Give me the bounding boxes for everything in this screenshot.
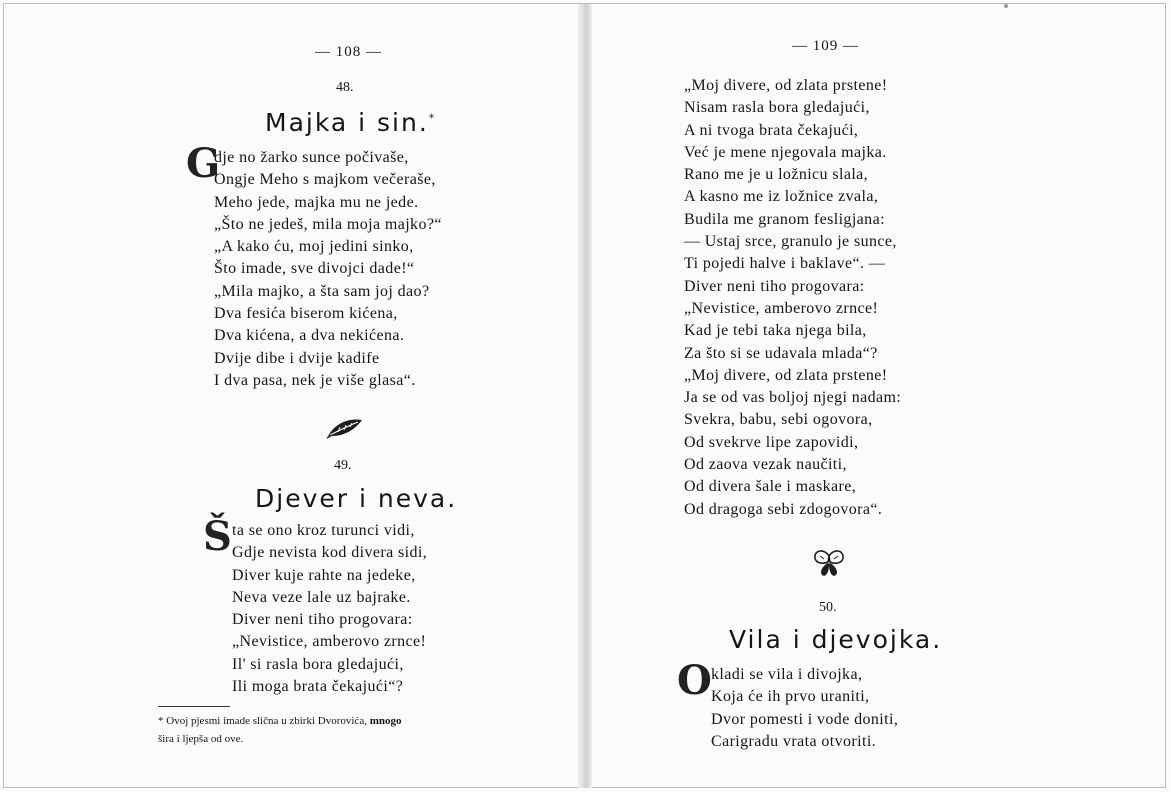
verse-line: Od svekrve lipe zapovidi,	[684, 433, 859, 451]
verse-line: „Mila majko, a šta sam joj dao?	[214, 282, 430, 300]
footnote-text: * Ovoj pjesmi imade slična u zbirki Dvorovića,	[158, 715, 367, 727]
butterfly-ornament-icon	[812, 548, 846, 578]
right-page	[592, 0, 1171, 792]
verse-line: „A kako ću, moj jedini sinko,	[214, 238, 414, 256]
verse-line: I dva pasa, nek je više glasa“.	[214, 371, 416, 389]
verse-line: Od dragoga sebi zdogovora“.	[684, 500, 883, 518]
verse-line: Diver kuje rahte na jedeke,	[232, 566, 416, 584]
verse-line: Il' si rasla bora gledajući,	[232, 655, 404, 673]
left-page	[0, 0, 578, 792]
verse-line: A ni tvoga brata čekajući,	[684, 121, 859, 139]
page-number: — 108 —	[315, 44, 382, 60]
verse-line: Dvije dibe i dvije kadife	[214, 349, 380, 367]
decorated-initial: G	[186, 140, 221, 187]
book-gutter	[578, 4, 592, 788]
verse-line: Koja će ih prvo uraniti,	[711, 688, 870, 706]
footnote-mark: *	[428, 111, 437, 125]
verse-line: Za što si se udavala mlada“?	[684, 344, 878, 362]
decorated-initial: Š	[203, 513, 232, 560]
poem-number: 50.	[819, 600, 837, 615]
poem-number: 49.	[334, 458, 352, 473]
poem-title	[265, 108, 436, 137]
leaf-ornament-icon	[326, 416, 364, 440]
verse-line: „Moj divere, od zlata prstene!	[684, 77, 888, 94]
verse-line: Dvor pomesti i vode doniti,	[711, 710, 899, 728]
poem-title-text: Majka i sin.	[265, 108, 429, 137]
verse-line: „Moj divere, od zlata prstene!	[684, 366, 888, 384]
verse-line: A kasno me iz ložnice zvala,	[684, 188, 879, 206]
verse-line: dje no žarko sunce počivaše,	[214, 149, 409, 166]
verse-line: Rano me je u ložnicu slala,	[684, 166, 869, 184]
verse-line: Ja se od vas boljoj njegi nadam:	[684, 389, 902, 407]
verse-list	[684, 75, 901, 521]
verse-line: Diver neni tiho progovara:	[232, 611, 413, 629]
verse-line: ta se ono kroz turunci vidi,	[232, 522, 415, 539]
verse-list	[232, 520, 427, 698]
verse-line: „Nevistice, amberovo zrnce!	[684, 299, 879, 317]
verse-line: Carigradu vrata otvoriti.	[711, 732, 877, 750]
verse-line: Ongje Meho s majkom večeraše,	[214, 171, 436, 189]
verse-line: „Nevistice, amberovo zrnce!	[232, 633, 427, 651]
footnote-bold: mnogo	[369, 715, 402, 727]
verse-line: „Što ne jedeš, mila moja majko?“	[214, 215, 442, 233]
verse-line: Diver neni tiho progovara:	[684, 277, 865, 295]
verse-line: Od zaova vezak naučiti,	[684, 456, 847, 474]
verse-list	[711, 664, 898, 753]
decorated-initial: O	[677, 657, 712, 704]
verse-line: Od divera šale i maskare,	[684, 478, 857, 496]
poem-number: 48.	[336, 80, 354, 95]
verse-line: Svekra, babu, sebi ogovora,	[684, 411, 873, 429]
footnote-rule	[158, 706, 230, 707]
verse-line: Već je mene njegovala majka.	[684, 143, 887, 161]
verse-line: Dva fesića biserom kićena,	[214, 305, 398, 323]
verse-list	[214, 147, 442, 392]
verse-line: kladi se vila i divojka,	[711, 666, 863, 683]
verse-line: Nisam rasla bora gledajući,	[684, 99, 870, 117]
poem-title: Djever i neva.	[255, 484, 458, 513]
poem-title: Vila i djevojka.	[729, 625, 943, 654]
verse-line: Što imade, sve divojci dade!“	[214, 260, 415, 278]
verse-line: Kad je tebi taka njega bila,	[684, 322, 867, 340]
verse-line: Dva kićena, a dva nekićena.	[214, 327, 405, 345]
verse-line: Budila me granom fesligjana:	[684, 210, 885, 228]
verse-line: Ti pojedi halve i baklave“. —	[684, 255, 886, 273]
page-number: — 109 —	[792, 38, 859, 54]
verse-line: Neva veze lale uz bajrake.	[232, 588, 411, 606]
footnote	[158, 712, 558, 748]
verse-line: Ili moga brata čekajući“?	[232, 678, 404, 696]
verse-line: Gdje nevista kod divera sidi,	[232, 544, 428, 562]
footnote-text-2: šira i ljepša od ove.	[158, 733, 244, 745]
verse-line: Meho jede, majka mu ne jede.	[214, 193, 419, 211]
scan-speck	[1004, 4, 1008, 8]
verse-line: — Ustaj srce, granulo je sunce,	[684, 233, 897, 251]
